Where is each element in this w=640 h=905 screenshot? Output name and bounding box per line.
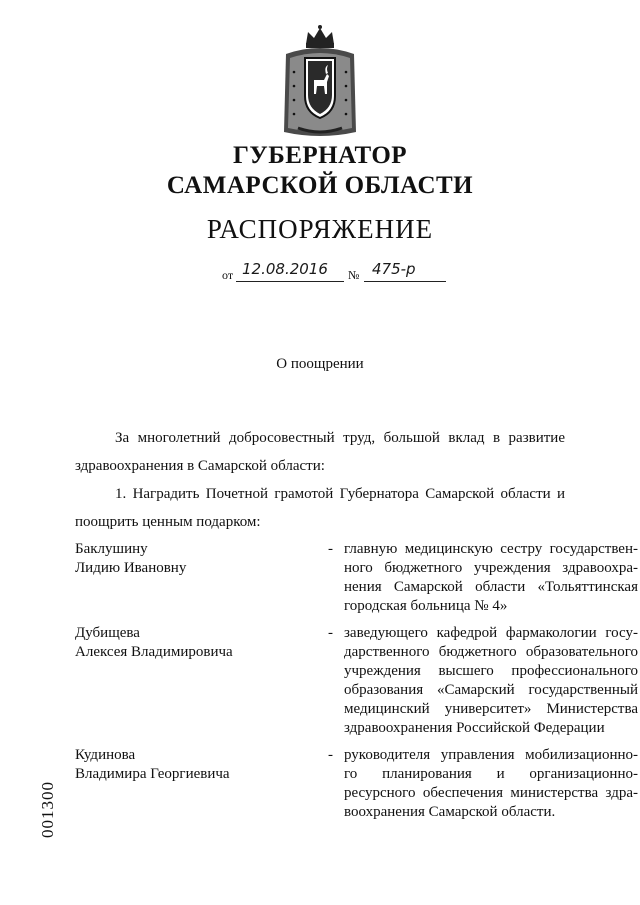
item-1-paragraph xyxy=(75,480,565,536)
entry-dash: - xyxy=(328,747,333,763)
number-value: 475-р xyxy=(372,260,416,278)
awardee-name: Дубищева Алексея Владимировича xyxy=(75,625,233,660)
date-value: 12.08.2016 xyxy=(242,260,328,278)
intro-line-1: За многолетний добросовестный труд, большой вклад в развитие xyxy=(115,430,565,446)
document-type: РАСПОРЯЖЕНИЕ xyxy=(206,214,434,244)
awardee-name: Кудинова Владимира Георгиевича xyxy=(75,747,230,782)
item-1-line-1: 1. Наградить Почетной грамотой Губернатора Самарской области и xyxy=(115,486,565,502)
document-subject: О поощрении xyxy=(276,356,364,372)
intro-line-2: здравоохранения в Самарской области: xyxy=(75,458,325,474)
awardee-position: главную медицинскую сестру государствен- ного бюджетного учреждения здравоохра- нения Самарской области «Тольяттинская городская больница № 4» xyxy=(344,541,638,614)
number-underline xyxy=(364,281,446,282)
intro-paragraph xyxy=(75,424,565,480)
awardee-position: руководителя управления мобилизационно- го планирования и организационно- ресурсного обеспечения министерства здра- воохранения Самарской области. xyxy=(344,747,638,820)
entry-dash: - xyxy=(328,625,333,641)
date-label: от xyxy=(222,268,234,282)
date-number-line xyxy=(222,260,452,284)
awardee-position: заведующего кафедрой фармакологии госу- дарственного бюджетного образовательного учреждения высшего профессионального образования «Самарский государственный медицинский университет» Министерства здравоохранения Российской Федерации xyxy=(344,625,638,736)
issuer-line-1: ГУБЕРНАТОР xyxy=(232,142,408,169)
entry-dash: - xyxy=(328,541,333,557)
item-1-line-2: поощрить ценным подарком: xyxy=(75,514,261,530)
issuer-line-2: САМАРСКОЙ ОБЛАСТИ xyxy=(166,172,474,199)
date-underline xyxy=(236,281,344,282)
coat-of-arms-icon xyxy=(280,24,360,142)
registry-number: 001300 xyxy=(38,781,57,838)
number-label: № xyxy=(348,268,360,282)
awardee-name: Баклушину Лидию Ивановну xyxy=(75,541,187,576)
